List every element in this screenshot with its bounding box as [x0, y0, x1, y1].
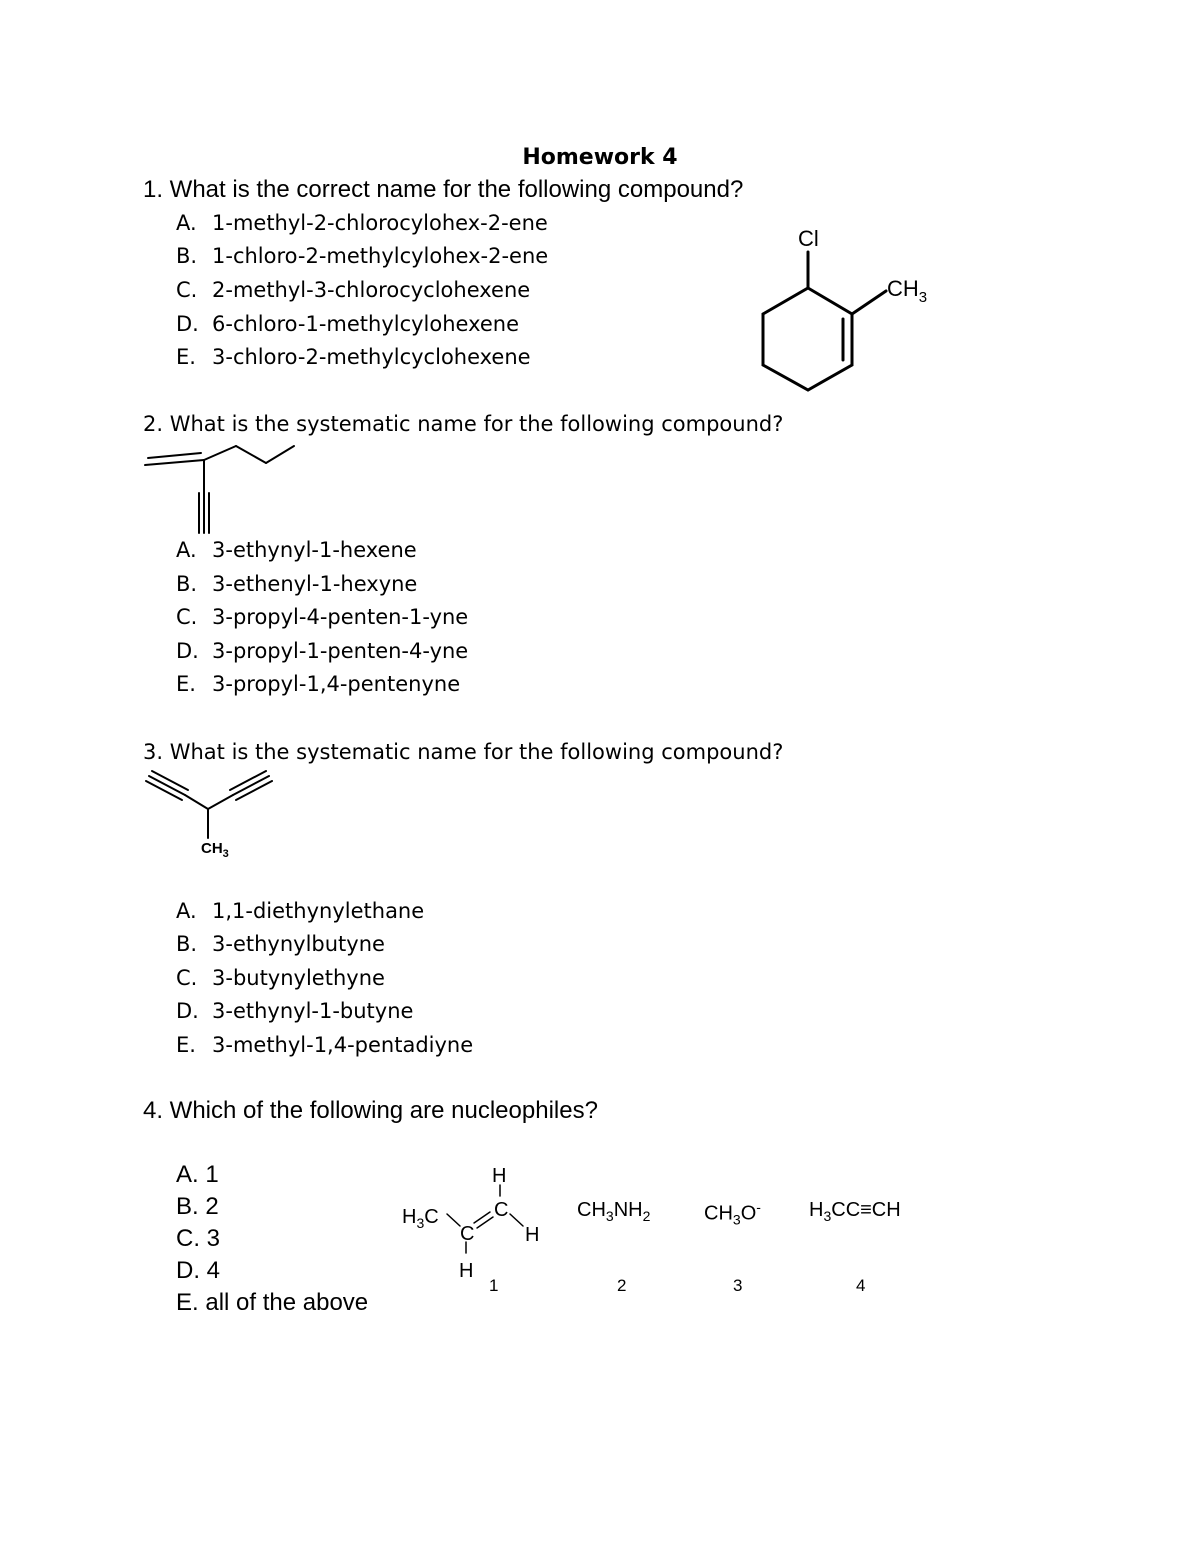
option-text: 3-butynylethyne — [212, 966, 385, 990]
option-letter: E. — [176, 1289, 199, 1316]
question-2-stem: 2. What is the systematic name for the following compound? — [143, 412, 784, 436]
question-1-stem: 1. What is the correct name for the following compound? — [143, 176, 744, 203]
option-letter: C. — [176, 966, 198, 990]
option-text: 3-ethynylbutyne — [212, 932, 385, 956]
top-h-label: H — [492, 1165, 507, 1187]
option-text: 3-chloro-2-methylcyclohexene — [212, 345, 531, 369]
question-4-stem: 4. Which of the following are nucleophiles? — [143, 1097, 598, 1124]
option-letter: B. — [176, 932, 198, 956]
option-letter: D. — [176, 312, 199, 336]
option-letter: B. — [176, 244, 198, 268]
option-text: 1 — [205, 1161, 219, 1188]
molecule-2-formula: $CH_3NH_2$ — [577, 1199, 651, 1224]
option-text: 2 — [205, 1193, 219, 1220]
option-text: 1,1-diethynylethane — [212, 899, 425, 923]
option-text: 1-chloro-2-methylcylohex-2-ene — [212, 244, 549, 268]
molecule-2-number: 2 — [617, 1276, 627, 1295]
question-3-stem: 3. What is the systematic name for the following compound? — [143, 740, 784, 764]
molecule-3-formula: $CH_3O^-$ — [704, 1199, 761, 1228]
cl-label: Cl — [798, 226, 819, 251]
option-letter: E. — [176, 1033, 196, 1057]
right-h-label: H — [525, 1224, 540, 1246]
option-letter: B. — [176, 1193, 199, 1220]
right-h-bond — [510, 1214, 523, 1226]
option-text: 3 — [206, 1225, 221, 1252]
option-letter: D. — [176, 639, 199, 663]
molecule-4-number: 4 — [856, 1276, 866, 1295]
option-text: 1-methyl-2-chlorocylohex-2-ene — [212, 211, 548, 235]
option-text: 3-propyl-4-penten-1-yne — [212, 605, 469, 629]
h3c-label: $H_3C$ — [402, 1206, 439, 1231]
option-letter: B. — [176, 572, 198, 596]
ch3-label: $CH_3$ — [201, 840, 229, 860]
option-text: 3-ethynyl-1-hexene — [212, 538, 417, 562]
upper-c-label: C — [494, 1199, 509, 1221]
option-letter: D. — [176, 1257, 200, 1284]
h3c-bond — [447, 1214, 460, 1226]
option-text: 3-methyl-1,4-pentadiyne — [212, 1033, 474, 1057]
option-letter: C. — [176, 278, 198, 302]
bottom-h-label: H — [459, 1260, 474, 1282]
ch3-label: $CH_3$ — [887, 276, 928, 306]
option-text: 3-ethynyl-1-butyne — [212, 999, 414, 1023]
option-letter: A. — [176, 538, 197, 562]
option-text: 6-chloro-1-methylcylohexene — [212, 312, 520, 336]
molecule-4-formula: $H_3CC\equiv CH$ — [809, 1199, 901, 1224]
option-letter: A. — [176, 211, 197, 235]
option-letter: A. — [176, 899, 197, 923]
option-letter: A. — [176, 1161, 199, 1188]
option-letter: C. — [176, 605, 198, 629]
page-title: Homework 4 — [522, 145, 678, 170]
option-text: 2-methyl-3-chlorocyclohexene — [212, 278, 531, 302]
option-letter: D. — [176, 999, 199, 1023]
option-text: 4 — [206, 1257, 221, 1284]
option-text: all of the above — [205, 1289, 369, 1316]
option-text: 3-ethenyl-1-hexyne — [212, 572, 418, 596]
option-letter: E. — [176, 672, 196, 696]
option-text: 3-propyl-1,4-pentenyne — [212, 672, 461, 696]
molecule-1-number: 1 — [489, 1276, 499, 1295]
option-letter: C. — [176, 1225, 200, 1252]
lower-c-label: C — [460, 1223, 475, 1245]
molecule-3-number: 3 — [733, 1276, 743, 1295]
option-text: 3-propyl-1-penten-4-yne — [212, 639, 469, 663]
option-letter: E. — [176, 345, 196, 369]
